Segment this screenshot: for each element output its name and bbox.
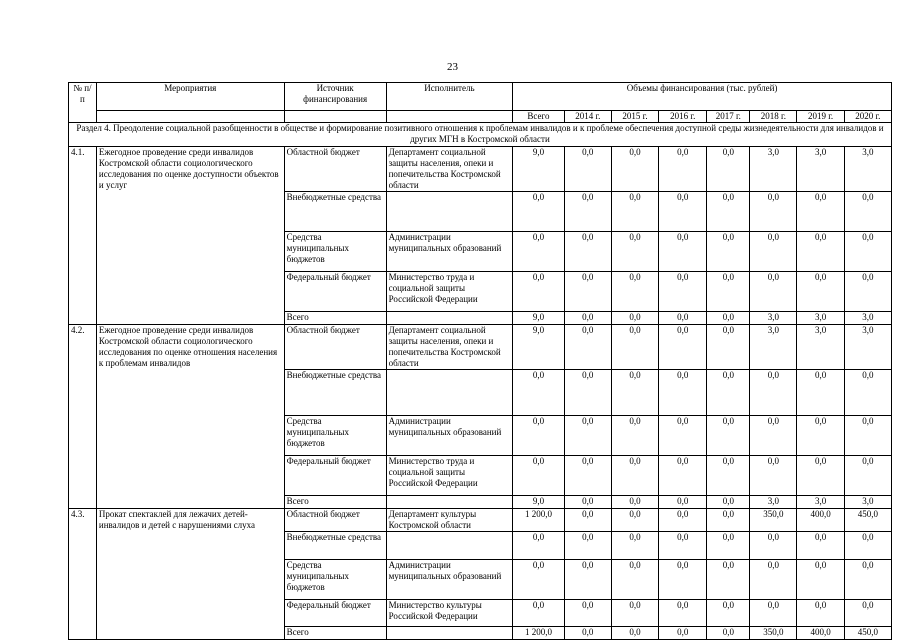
item-number: 4.2.: [69, 325, 97, 509]
header-event-blank: [96, 111, 284, 123]
executor: Администрации муниципальных образований: [386, 232, 513, 272]
funding-value: 1 200,0: [513, 509, 565, 532]
funding-source: Внебюджетные средства: [284, 370, 386, 416]
funding-source: Областной бюджет: [284, 509, 386, 532]
executor: [386, 532, 513, 560]
funding-value: 350,0: [750, 509, 797, 532]
header-year: 2015 г.: [611, 111, 658, 123]
funding-value: 0,0: [797, 456, 844, 496]
executor: Министерство культуры Российской Федерации: [386, 600, 513, 627]
funding-value: 0,0: [797, 272, 844, 312]
funding-value: 0,0: [750, 456, 797, 496]
funding-value: 3,0: [797, 312, 844, 325]
funding-value: 0,0: [707, 370, 750, 416]
funding-value: 0,0: [611, 600, 658, 627]
funding-value: 9,0: [513, 147, 565, 192]
funding-value: 0,0: [611, 456, 658, 496]
funding-value: 0,0: [844, 192, 891, 232]
funding-value: 0,0: [750, 560, 797, 600]
funding-value: 0,0: [611, 416, 658, 456]
funding-value: 0,0: [707, 232, 750, 272]
funding-value: 0,0: [564, 600, 611, 627]
funding-value: 400,0: [797, 509, 844, 532]
funding-value: 0,0: [611, 272, 658, 312]
header-executor-blank: [386, 111, 513, 123]
executor: [386, 370, 513, 416]
funding-value: 3,0: [750, 325, 797, 370]
funding-value: 0,0: [513, 600, 565, 627]
item-event: Прокат спектаклей для лежачих детей-инвалидов и детей с нарушениями слуха: [96, 509, 284, 640]
funding-value: 0,0: [513, 532, 565, 560]
funding-value: 9,0: [513, 325, 565, 370]
item-number: 4.3.: [69, 509, 97, 640]
funding-value: 0,0: [513, 560, 565, 600]
funding-value: 0,0: [707, 416, 750, 456]
funding-value: 0,0: [564, 312, 611, 325]
funding-value: 0,0: [564, 627, 611, 640]
funding-value: 0,0: [611, 325, 658, 370]
executor: [386, 192, 513, 232]
executor: [386, 496, 513, 509]
funding-value: 0,0: [564, 416, 611, 456]
funding-source: Федеральный бюджет: [284, 456, 386, 496]
executor: Министерство труда и социальной защиты Российской Федерации: [386, 272, 513, 312]
header-source: Источник финансирования: [284, 83, 386, 111]
funding-value: 0,0: [659, 272, 707, 312]
funding-value: 0,0: [844, 370, 891, 416]
funding-value: 0,0: [750, 232, 797, 272]
funding-value: 0,0: [707, 147, 750, 192]
funding-value: 0,0: [844, 232, 891, 272]
funding-value: 0,0: [564, 272, 611, 312]
funding-value: 0,0: [611, 496, 658, 509]
executor: Администрации муниципальных образований: [386, 560, 513, 600]
funding-source: Средства муниципальных бюджетов: [284, 416, 386, 456]
funding-source: Внебюджетные средства: [284, 192, 386, 232]
funding-value: 0,0: [564, 532, 611, 560]
page-number: 23: [447, 61, 458, 73]
funding-value: 0,0: [844, 560, 891, 600]
funding-value: 0,0: [707, 312, 750, 325]
funding-value: 0,0: [659, 627, 707, 640]
item-number: 4.1.: [69, 147, 97, 325]
funding-value: 0,0: [707, 627, 750, 640]
funding-value: 3,0: [797, 496, 844, 509]
funding-value: 0,0: [564, 509, 611, 532]
funding-value: 0,0: [707, 192, 750, 232]
funding-value: 9,0: [513, 312, 565, 325]
header-year: 2014 г.: [564, 111, 611, 123]
funding-value: 0,0: [659, 532, 707, 560]
funding-value: 0,0: [659, 456, 707, 496]
header-year: 2017 г.: [707, 111, 750, 123]
funding-source: Федеральный бюджет: [284, 272, 386, 312]
executor: Департамент культуры Костромской области: [386, 509, 513, 532]
executor: [386, 312, 513, 325]
funding-value: 0,0: [707, 456, 750, 496]
funding-value: 0,0: [750, 416, 797, 456]
funding-value: 0,0: [611, 509, 658, 532]
funding-value: 0,0: [564, 147, 611, 192]
executor: Министерство труда и социальной защиты Российской Федерации: [386, 456, 513, 496]
funding-value: 0,0: [750, 192, 797, 232]
funding-value: 3,0: [797, 147, 844, 192]
funding-value: 0,0: [611, 627, 658, 640]
funding-value: 3,0: [844, 496, 891, 509]
funding-value: 3,0: [844, 312, 891, 325]
funding-value: 3,0: [844, 147, 891, 192]
funding-value: 0,0: [659, 232, 707, 272]
funding-value: 0,0: [844, 272, 891, 312]
funding-value: 0,0: [797, 560, 844, 600]
item-event: Ежегодное проведение среди инвалидов Костромской области социологического исследования по оценке отношения населения к проблемам инвалидов: [96, 325, 284, 509]
funding-value: 0,0: [659, 416, 707, 456]
funding-value: 0,0: [513, 456, 565, 496]
funding-value: 0,0: [707, 560, 750, 600]
financing-table: [68, 82, 892, 640]
funding-value: 0,0: [513, 416, 565, 456]
funding-value: 0,0: [513, 370, 565, 416]
funding-value: 0,0: [611, 192, 658, 232]
funding-value: 0,0: [844, 532, 891, 560]
funding-value: 0,0: [659, 560, 707, 600]
funding-source: Всего: [284, 627, 386, 640]
funding-source: Областной бюджет: [284, 325, 386, 370]
executor: [386, 627, 513, 640]
funding-value: 0,0: [659, 147, 707, 192]
funding-value: 0,0: [797, 416, 844, 456]
funding-source: Внебюджетные средства: [284, 532, 386, 560]
executor: Департамент социальной защиты населения, опеки и попечительства Костромской области: [386, 325, 513, 370]
funding-source: Средства муниципальных бюджетов: [284, 232, 386, 272]
funding-source: Всего: [284, 312, 386, 325]
funding-value: 0,0: [564, 325, 611, 370]
funding-value: 0,0: [797, 192, 844, 232]
header-year: 2019 г.: [797, 111, 844, 123]
table-row: [69, 325, 892, 370]
funding-value: 0,0: [659, 496, 707, 509]
funding-value: 0,0: [659, 509, 707, 532]
funding-value: 0,0: [707, 509, 750, 532]
header-source-blank: [284, 111, 386, 123]
funding-value: 0,0: [513, 272, 565, 312]
funding-value: 0,0: [513, 192, 565, 232]
funding-value: 0,0: [611, 147, 658, 192]
funding-value: 0,0: [659, 600, 707, 627]
header-year: 2016 г.: [659, 111, 707, 123]
header-no: № п/п: [69, 83, 97, 123]
funding-value: 0,0: [659, 370, 707, 416]
funding-value: 0,0: [707, 272, 750, 312]
funding-value: 0,0: [750, 370, 797, 416]
funding-value: 0,0: [564, 370, 611, 416]
funding-value: 9,0: [513, 496, 565, 509]
funding-value: 0,0: [659, 325, 707, 370]
funding-value: 3,0: [844, 325, 891, 370]
funding-source: Федеральный бюджет: [284, 600, 386, 627]
header-executor: Исполнитель: [386, 83, 513, 111]
funding-value: 0,0: [707, 600, 750, 627]
funding-value: 350,0: [750, 627, 797, 640]
funding-value: 0,0: [797, 532, 844, 560]
funding-value: 0,0: [797, 600, 844, 627]
header-year: 2018 г.: [750, 111, 797, 123]
executor: Администрации муниципальных образований: [386, 416, 513, 456]
funding-value: 0,0: [564, 192, 611, 232]
header-volumes: Объемы финансирования (тыс. рублей): [513, 83, 892, 111]
funding-value: 3,0: [750, 312, 797, 325]
funding-value: 0,0: [707, 325, 750, 370]
funding-value: 0,0: [611, 232, 658, 272]
funding-value: 3,0: [750, 496, 797, 509]
item-event: Ежегодное проведение среди инвалидов Костромской области социологического исследования по оценке доступности объектов и услуг: [96, 147, 284, 325]
funding-value: 1 200,0: [513, 627, 565, 640]
funding-value: 450,0: [844, 627, 891, 640]
header-year: 2020 г.: [844, 111, 891, 123]
funding-value: 400,0: [797, 627, 844, 640]
funding-value: 0,0: [513, 232, 565, 272]
funding-value: 0,0: [611, 370, 658, 416]
table-row: [69, 147, 892, 192]
funding-value: 0,0: [659, 192, 707, 232]
funding-value: 0,0: [797, 370, 844, 416]
funding-value: 0,0: [707, 496, 750, 509]
funding-value: 0,0: [797, 232, 844, 272]
executor: Департамент социальной защиты населения, опеки и попечительства Костромской области: [386, 147, 513, 192]
funding-source: Средства муниципальных бюджетов: [284, 560, 386, 600]
table-row: [69, 509, 892, 532]
funding-value: 0,0: [611, 532, 658, 560]
funding-value: 3,0: [750, 147, 797, 192]
funding-value: 0,0: [564, 456, 611, 496]
funding-value: 0,0: [707, 532, 750, 560]
header-event: Мероприятия: [96, 83, 284, 111]
funding-value: 0,0: [659, 312, 707, 325]
funding-value: 0,0: [611, 312, 658, 325]
funding-value: 0,0: [611, 560, 658, 600]
funding-value: 0,0: [750, 600, 797, 627]
funding-value: 450,0: [844, 509, 891, 532]
funding-value: 3,0: [797, 325, 844, 370]
header-year: Всего: [513, 111, 565, 123]
funding-value: 0,0: [564, 560, 611, 600]
funding-value: 0,0: [844, 416, 891, 456]
funding-value: 0,0: [844, 456, 891, 496]
funding-value: 0,0: [564, 496, 611, 509]
funding-source: Всего: [284, 496, 386, 509]
section-title: Раздел 4. Преодоление социальной разобщенности в обществе и формирование позитивного отношения к проблемам инвалидов и к проблеме обеспечения доступной среды жизнедеятельности для инвалидов и других МГН в Костромской области: [69, 123, 892, 147]
funding-source: Областной бюджет: [284, 147, 386, 192]
funding-value: 0,0: [750, 532, 797, 560]
funding-value: 0,0: [564, 232, 611, 272]
funding-value: 0,0: [750, 272, 797, 312]
funding-value: 0,0: [844, 600, 891, 627]
